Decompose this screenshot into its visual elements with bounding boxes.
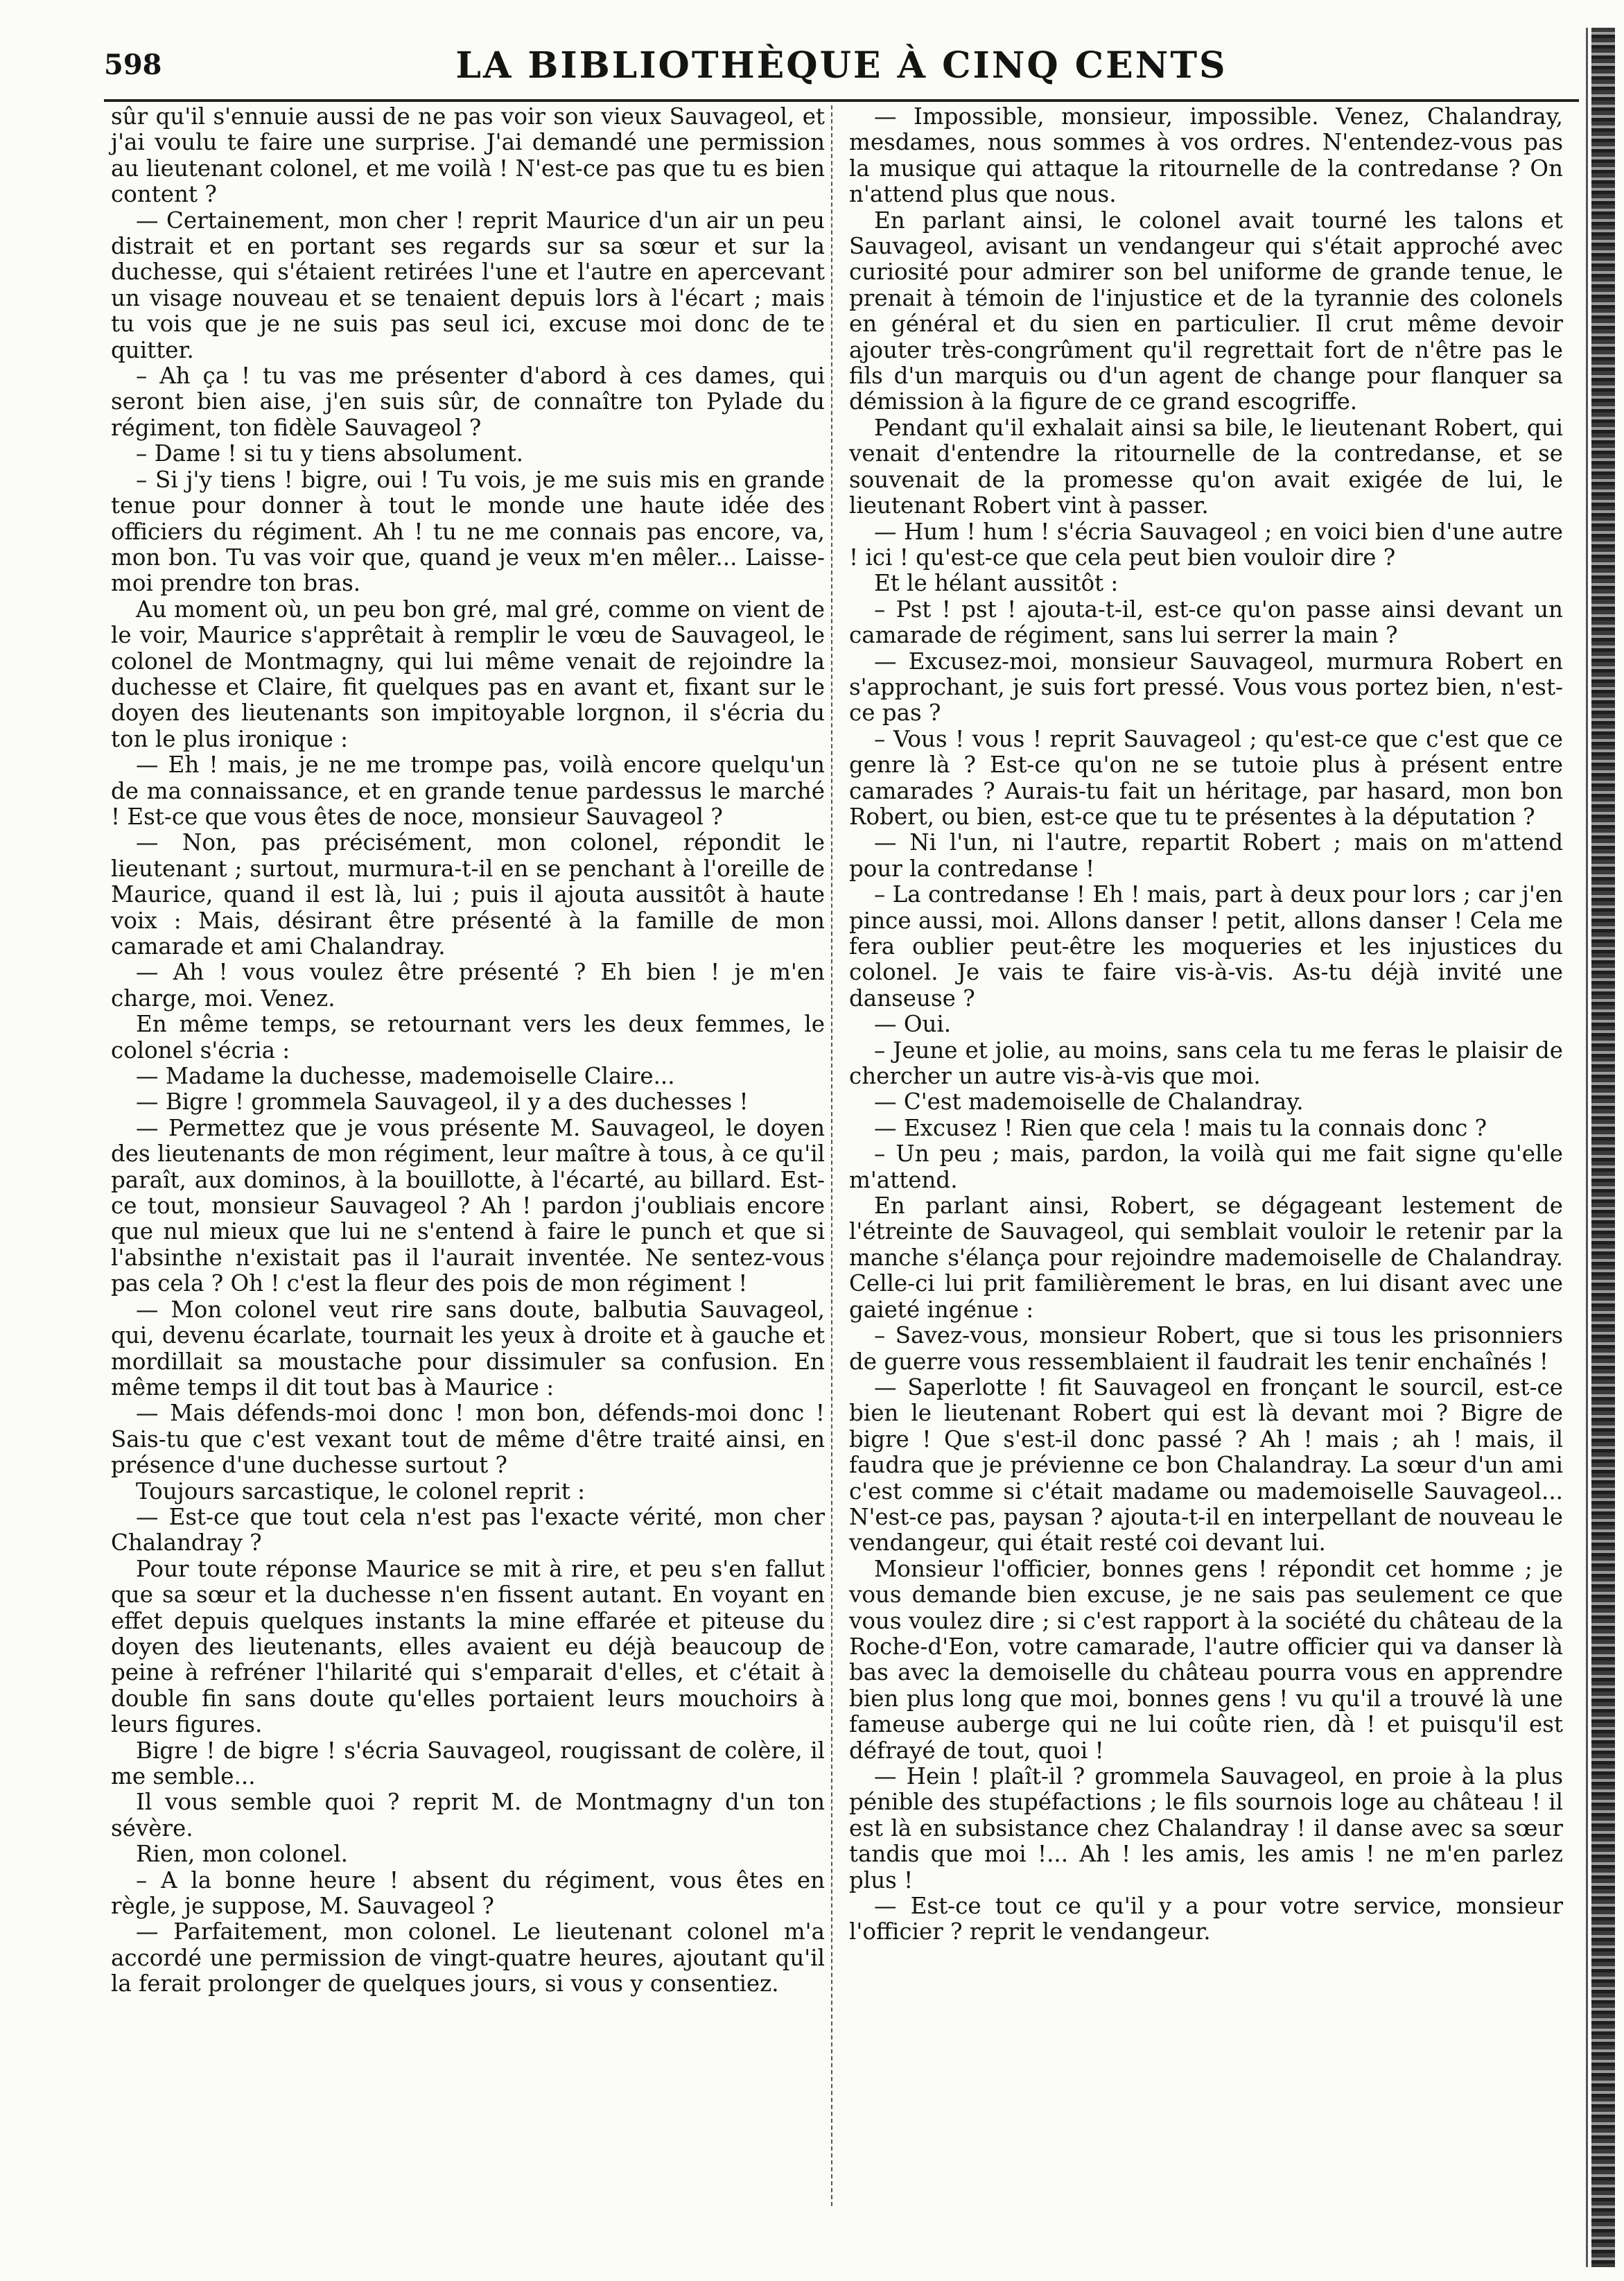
paragraph: – Dame ! si tu y tiens absolument. bbox=[136, 440, 523, 467]
paragraph: — Saperlotte ! fit Sauvageol en fronçant le sourcil, est-ce bien le lieutenant Robert qui est là devant moi ? Bigre de bigre ! Que s'est-il donc passé ? Ah ! mais ; ah ! mais, il faudra que je prévienne ce bon Chalandray. La sœur d'un ami c'est comme si c'était madame ou mademoiselle Sauvageol... N'est-ce pas, paysan ? ajouta-t-il en interpellant de nouveau le vendangeur, qui était resté coi devant lui. bbox=[849, 1373, 1563, 1556]
column-divider bbox=[831, 105, 832, 2206]
paragraph: Rien, mon colonel. bbox=[136, 1841, 348, 1868]
paragraph: En parlant ainsi, le colonel avait tourné les talons et Sauvageol, avisant un vendangeur qui s'était approché avec curiosité pour admirer son bel uniforme de grande tenue, le prenait à témoin de l'injustice et de la tyrannie des colonels en général et du sien en particulier. Il crut même devoir ajouter très-congrûment qu'il regrettait fort de n'être pas le fils d'un marquis ou d'un agent de change pour flanquer sa démission à la figure de ce grand escogriffe. bbox=[849, 207, 1563, 415]
paragraph: – Un peu ; mais, pardon, la voilà qui me fait signe qu'elle m'attend. bbox=[849, 1140, 1563, 1193]
binding-edge-line bbox=[1586, 28, 1588, 2267]
paragraph: Monsieur l'officier, bonnes gens ! répondit cet homme ; je vous demande bien excuse, je ne sais pas seulement ce que vous voulez dire ; si c'est rapport à la société du château de la Roche-d'Eon, votre camarade, l'autre officier qui va danser là bas avec la demoiselle du château pourra vous en apprendre bien plus long que moi, bonnes gens ! vu qu'il a trouvé là une fameuse auberge qui ne lui coûte rien, dà ! et puisqu'il est défrayé de tout, quoi ! bbox=[849, 1555, 1563, 1764]
paragraph: — Mais défends-moi donc ! mon bon, défends-moi donc ! Sais-tu que c'est vexant tout de même d'être traité ainsi, en présence d'une duchesse surtout ? bbox=[111, 1400, 825, 1479]
paragraph: — Non, pas précisément, mon colonel, répondit le lieutenant ; surtout, murmura-t-il en se penchant à l'oreille de Maurice, quand il est là, lui ; puis il ajouta aussitôt à haute voix : Mais, désirant être présenté à la famille de mon camarade et ami Chalandray. bbox=[111, 829, 825, 960]
page-header bbox=[104, 43, 1579, 98]
paragraph: — Ah ! vous voulez être présenté ? Eh bien ! je m'en charge, moi. Venez. bbox=[111, 959, 825, 1012]
paragraph: — Bigre ! grommela Sauvageol, il y a des duchesses ! bbox=[136, 1089, 749, 1116]
paragraph: — Hum ! hum ! s'écria Sauvageol ; en voici bien d'une autre ! ici ! qu'est-ce que cela peut bien vouloir dire ? bbox=[849, 518, 1563, 571]
paragraph: — Eh ! mais, je ne me trompe pas, voilà encore quelqu'un de ma connaissance, et en grande tenue pardessus le marché ! Est-ce que vous êtes de noce, monsieur Sauvageol ? bbox=[111, 752, 825, 830]
paragraph: – A la bonne heure ! absent du régiment, vous êtes en règle, je suppose, M. Sauvageol ? bbox=[111, 1866, 825, 1920]
paragraph: — Hein ! plaît-il ? grommela Sauvageol, en proie à la plus pénible des stupéfactions ; le fils sournois loge au château ! il est là en subsistance chez Chalandray ! il danse avec sa sœur tandis que moi !... Ah ! les amis, les amis ! ne m'en parlez plus ! bbox=[849, 1763, 1563, 1893]
paragraph: — Oui. bbox=[874, 1011, 952, 1038]
paragraph: – Si j'y tiens ! bigre, oui ! Tu vois, je me suis mis en grande tenue pour donner à tout le monde une haute idée des officiers du régiment. Ah ! tu ne me connais pas encore, va, mon bon. Tu vas voir que, quand je veux m'en mêler... Laisse-moi prendre ton bras. bbox=[111, 466, 825, 597]
paragraph: – Ah ça ! tu vas me présenter d'abord à ces dames, qui seront bien aise, j'en suis sûr, de connaître ton Pylade du régiment, ton fidèle Sauvageol ? bbox=[111, 363, 825, 441]
header-rule bbox=[104, 99, 1579, 102]
paragraph: – Jeune et jolie, au moins, sans cela tu me feras le plaisir de chercher un autre vis-à-vis que moi. bbox=[849, 1037, 1563, 1090]
paragraph: Pour toute réponse Maurice se mit à rire, et peu s'en fallut que sa sœur et la duchesse n'en fissent autant. En voyant en effet depuis quelques instants la mine effarée et piteuse du doyen des lieutenants, elles avaient eu déjà beaucoup de peine à refréner l'hilarité qui s'emparait d'elles, et c'était à double fin sans doute qu'elles portaient leurs mouchoirs à leurs figures. bbox=[111, 1555, 825, 1738]
paragraph: — Certainement, mon cher ! reprit Maurice d'un air un peu distrait et en portant ses regards sur sa sœur et sur la duchesse, qui s'étaient retirées l'une et l'autre en apercevant un visage nouveau et se tenaient depuis lors à l'écart ; mais tu vois que je ne suis pas seul ici, excuse moi donc de te quitter. bbox=[111, 207, 825, 363]
paragraph: — Permettez que je vous présente M. Sauvageol, le doyen des lieutenants de mon régiment, leur maître à tous, à ce qu'il paraît, aux dominos, à la bouillotte, à l'écarté, au billard. Est-ce tout, monsieur Sauvageol ? Ah ! pardon j'oubliais encore que nul mieux que lui ne s'entend à faire le punch et que si l'absinthe n'existait pas il l'aurait inventée. Ne sentez-vous pas cela ? Oh ! c'est la fleur des pois de mon régiment ! bbox=[111, 1114, 825, 1297]
paragraph: Bigre ! de bigre ! s'écria Sauvageol, rougissant de colère, il me semble... bbox=[111, 1737, 825, 1789]
paragraph: Au moment où, un peu bon gré, mal gré, comme on vient de le voir, Maurice s'apprêtait à remplir le vœu de Sauvageol, le colonel de Montmagny, qui lui même venait de rejoindre la duchesse et Claire, fit quelques pas en avant et, fixant sur le doyen des lieutenants son impitoyable lorgnon, il s'écria du ton le plus ironique : bbox=[111, 596, 825, 752]
left-column bbox=[111, 104, 825, 1997]
paragraph: — Ni l'un, ni l'autre, repartit Robert ; mais on m'attend pour la contredanse ! bbox=[849, 829, 1563, 882]
running-title: LA BIBLIOTHÈQUE À CINQ CENTS bbox=[455, 44, 1228, 87]
paragraph: — Est-ce tout ce qu'il y a pour votre service, monsieur l'officier ? reprit le vendangeur. bbox=[849, 1893, 1563, 1945]
right-column bbox=[849, 104, 1563, 1945]
paragraph: — Madame la duchesse, mademoiselle Claire... bbox=[136, 1063, 675, 1090]
paragraph: — Parfaitement, mon colonel. Le lieutenant colonel m'a accordé une permission de vingt-quatre heures, ajoutant qu'il la ferait prolonger de quelques jours, si vous y consentiez. bbox=[111, 1918, 825, 1997]
paragraph: Il vous semble quoi ? reprit M. de Montmagny d'un ton sévère. bbox=[111, 1789, 825, 1841]
paragraph: Et le hélant aussitôt : bbox=[874, 570, 1119, 597]
paragraph: — Excusez ! Rien que cela ! mais tu la connais donc ? bbox=[874, 1114, 1487, 1141]
paragraph: – La contredanse ! Eh ! mais, part à deux pour lors ; car j'en pince aussi, moi. Allons danser ! petit, allons danser ! Cela me fera oublier peut-être les moqueries et les injustices du colonel. Je vais te faire vis-à-vis. As-tu déjà invité une danseuse ? bbox=[849, 881, 1563, 1012]
paragraph: sûr qu'il s'ennuie aussi de ne pas voir son vieux Sauvageol, et j'ai voulu te faire une surprise. J'ai demandé une permission au lieutenant colonel, et me voilà ! N'est-ce pas que tu es bien content ? bbox=[111, 103, 825, 208]
paragraph: – Pst ! pst ! ajouta-t-il, est-ce qu'on passe ainsi devant un camarade de régiment, sans lui serrer la main ? bbox=[849, 596, 1563, 649]
paragraph: — Mon colonel veut rire sans doute, balbutia Sauvageol, qui, devenu écarlate, tournait les yeux à droite et à gauche et mordillait sa moustache pour dissimuler sa confusion. En même temps il dit tout bas à Maurice : bbox=[111, 1296, 825, 1400]
paragraph: – Savez-vous, monsieur Robert, que si tous les prisonniers de guerre vous ressemblaient il faudrait les tenir enchaînés ! bbox=[849, 1322, 1563, 1375]
paragraph: — Excusez-moi, monsieur Sauvageol, murmura Robert en s'approchant, je suis fort pressé. Vous vous portez bien, n'est-ce pas ? bbox=[849, 648, 1563, 727]
paragraph: Pendant qu'il exhalait ainsi sa bile, le lieutenant Robert, qui venait d'entendre la ritournelle de la contredanse, et se souvenait de la promesse qu'on avait exigée de lui, le lieutenant Robert vint à passer. bbox=[849, 414, 1563, 519]
paragraph: — C'est mademoiselle de Chalandray. bbox=[874, 1089, 1304, 1116]
paragraph: — Est-ce que tout cela n'est pas l'exacte vérité, mon cher Chalandray ? bbox=[111, 1503, 825, 1556]
paragraph: En parlant ainsi, Robert, se dégageant lestement de l'étreinte de Sauvageol, qui semblait vouloir le retenir par la manche s'élança pour rejoindre mademoiselle de Chalandray. Celle-ci lui prit familièrement le bras, en lui disant avec une gaieté ingénue : bbox=[849, 1192, 1563, 1323]
paragraph: – Vous ! vous ! reprit Sauvageol ; qu'est-ce que c'est que ce genre là ? Est-ce qu'on ne se tutoie plus à présent entre camarades ? Aurais-tu fait un héritage, par hasard, mon bon Robert, ou bien, est-ce que tu te présentes à la députation ? bbox=[849, 725, 1563, 830]
paragraph: Toujours sarcastique, le colonel reprit : bbox=[136, 1477, 586, 1504]
paragraph: En même temps, se retournant vers les deux femmes, le colonel s'écria : bbox=[111, 1011, 825, 1064]
page-number: 598 bbox=[104, 49, 162, 81]
binding-edge-strip bbox=[1591, 28, 1615, 2267]
paragraph: — Impossible, monsieur, impossible. Venez, Chalandray, mesdames, nous sommes à vos ordres. N'entendez-vous pas la musique qui attaque la ritournelle de la contredanse ? On n'attend plus que nous. bbox=[849, 103, 1563, 208]
